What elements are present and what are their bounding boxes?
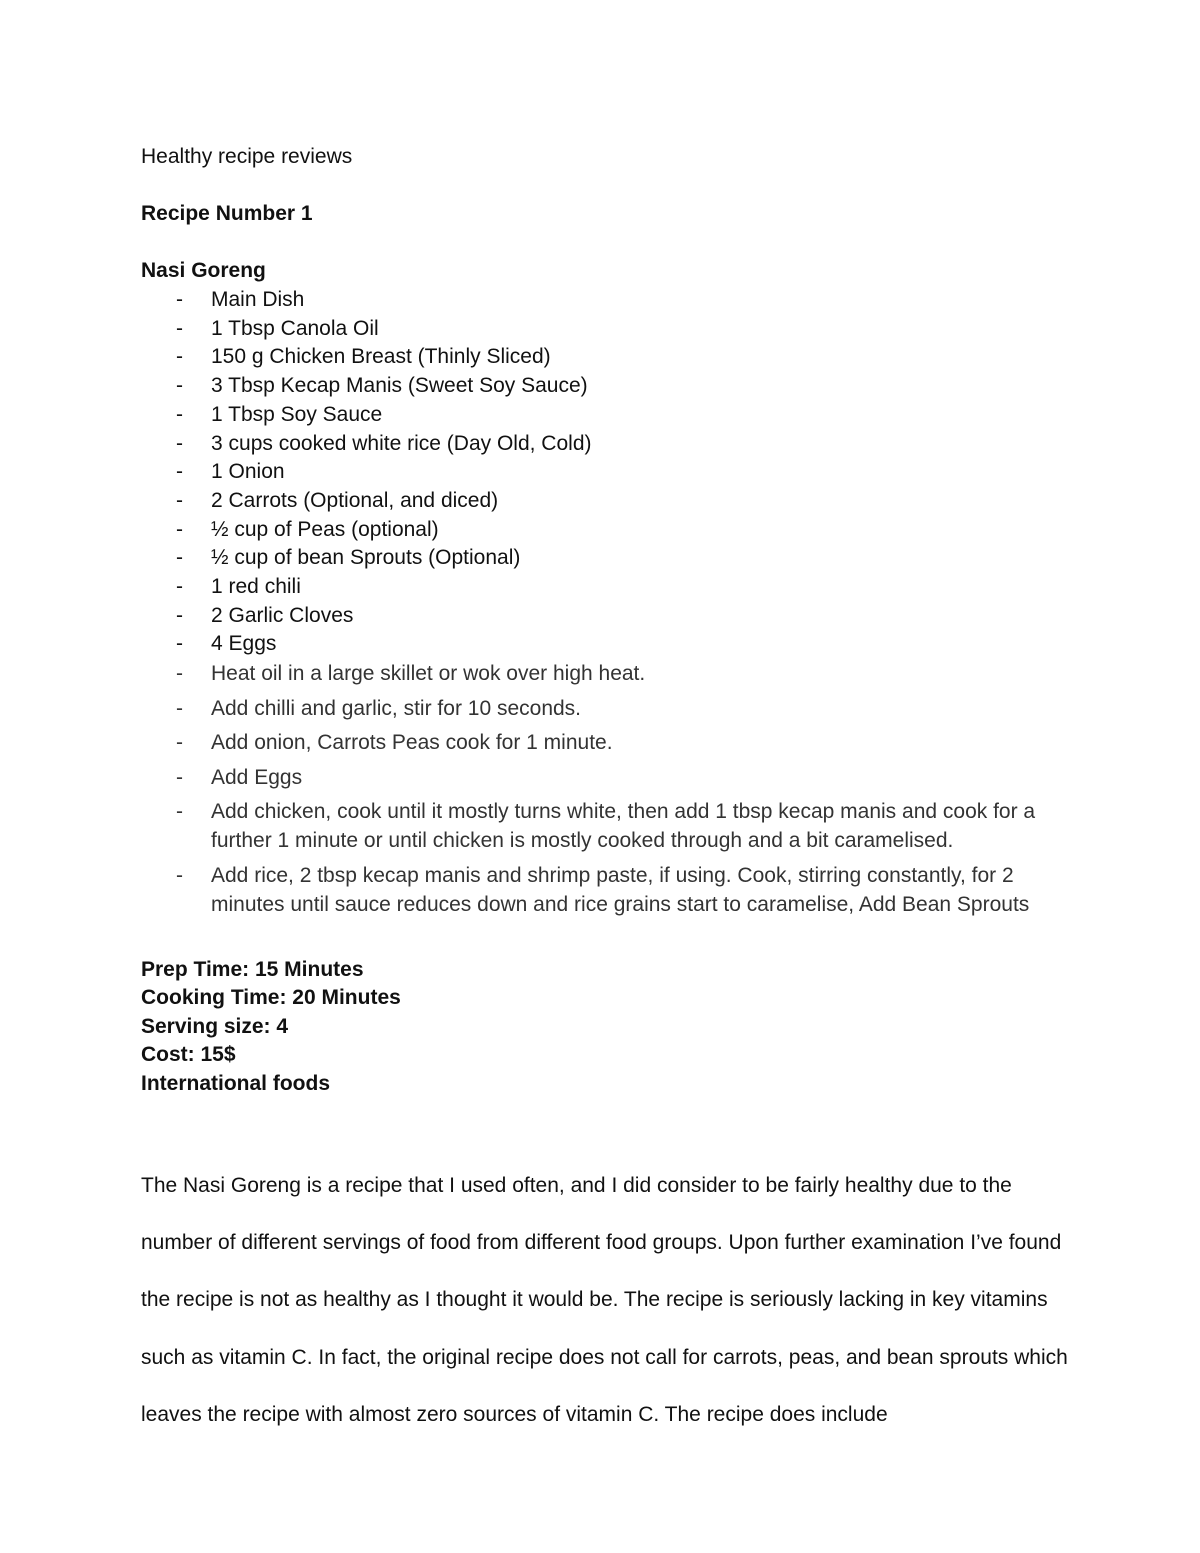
review-paragraph [141, 1157, 1071, 1443]
bullet-dash: - [176, 431, 183, 455]
step-text: Heat oil in a large skillet or wok over high heat. [211, 662, 646, 686]
list-item [141, 630, 1071, 659]
list-item [141, 573, 1071, 602]
bullet-dash: - [176, 402, 183, 426]
list-item [141, 458, 1071, 487]
ingredient-text: 3 cups cooked white rice (Day Old, Cold) [211, 431, 592, 455]
ingredient-text: 150 g Chicken Breast (Thinly Sliced) [211, 345, 551, 369]
bullet-dash: - [176, 603, 183, 627]
ingredient-text: 3 Tbsp Kecap Manis (Sweet Soy Sauce) [211, 374, 588, 398]
bullet-dash: - [176, 316, 183, 340]
serving-size: Serving size: 4 [141, 1014, 289, 1038]
bullet-dash: - [176, 460, 183, 484]
list-item [141, 286, 1071, 315]
bullet-dash: - [176, 575, 183, 599]
list-item [141, 401, 1071, 430]
recipe-name-heading: Nasi Goreng [141, 259, 266, 282]
ingredient-text: Main Dish [211, 288, 305, 311]
document-page [141, 142, 1071, 1443]
step-text: Add onion, Carrots Peas cook for 1 minute. [211, 731, 613, 755]
list-item [141, 602, 1071, 631]
bullet-dash: - [176, 696, 183, 720]
bullet-dash: - [176, 765, 183, 789]
ingredient-text: 1 red chili [211, 575, 301, 599]
category: International foods [141, 1072, 330, 1096]
review-text: The Nasi Goreng is a recipe that I used often, and I did consider to be fairly healthy due to the number of different servings of food from different food groups. Upon further examination I’ve found the recipe is not as healthy as I thought it would be. The recipe is seriously lacking in key vitamins such as vitamin C. In fact, the original recipe does not call for carrots, peas, and bean sprouts which leaves the recipe with almost zero sources of vitamin C. The recipe does include [141, 1173, 1068, 1426]
bullet-dash: - [176, 632, 183, 656]
step-text: Add rice, 2 tbsp kecap manis and shrimp paste, if using. Cook, stirring constantly, for 2 minutes until sauce reduces down and rice grains start to caramelise, Add Bean Sprouts [211, 863, 1030, 916]
instruction-list [141, 659, 1071, 919]
ingredient-text: 1 Tbsp Canola Oil [211, 316, 379, 340]
cost: Cost: 15$ [141, 1043, 236, 1067]
ingredient-text: 1 Onion [211, 460, 285, 484]
ingredient-text: 2 Garlic Cloves [211, 603, 354, 627]
bullet-dash: - [176, 517, 183, 541]
step-text: Add Eggs [211, 765, 303, 789]
list-item [141, 861, 1071, 919]
list-item [141, 343, 1071, 372]
bullet-dash: - [176, 863, 183, 887]
ingredient-text: 2 Carrots (Optional, and diced) [211, 488, 499, 512]
list-item [141, 797, 1071, 855]
list-item [141, 728, 1071, 757]
list-item [141, 315, 1071, 344]
list-item [141, 372, 1071, 401]
prep-time: Prep Time: 15 Minutes [141, 957, 364, 981]
list-item [141, 544, 1071, 573]
cooking-time: Cooking Time: 20 Minutes [141, 986, 401, 1010]
bullet-dash: - [176, 345, 183, 369]
bullet-dash: - [176, 800, 183, 824]
recipe-meta [141, 956, 1071, 1099]
bullet-dash: - [176, 546, 183, 570]
list-item [141, 763, 1071, 792]
step-text: Add chilli and garlic, stir for 10 seconds. [211, 696, 582, 720]
document-title: Healthy recipe reviews [141, 145, 353, 168]
bullet-dash: - [176, 731, 183, 755]
bullet-dash: - [176, 288, 183, 311]
bullet-dash: - [176, 374, 183, 398]
ingredient-text: 1 Tbsp Soy Sauce [211, 402, 383, 426]
recipe-number-heading: Recipe Number 1 [141, 202, 313, 225]
ingredient-text: 4 Eggs [211, 632, 277, 656]
list-item [141, 694, 1071, 723]
list-item [141, 487, 1071, 516]
step-text: Add chicken, cook until it mostly turns white, then add 1 tbsp kecap manis and cook for a further 1 minute or until chicken is mostly cooked through and a bit caramelised. [211, 800, 1036, 853]
ingredient-text: ½ cup of bean Sprouts (Optional) [211, 546, 521, 570]
bullet-dash: - [176, 662, 183, 686]
list-item [141, 430, 1071, 459]
ingredient-text: ½ cup of Peas (optional) [211, 517, 439, 541]
list-item [141, 659, 1071, 688]
bullet-dash: - [176, 488, 183, 512]
ingredient-list [141, 286, 1071, 659]
list-item [141, 516, 1071, 545]
